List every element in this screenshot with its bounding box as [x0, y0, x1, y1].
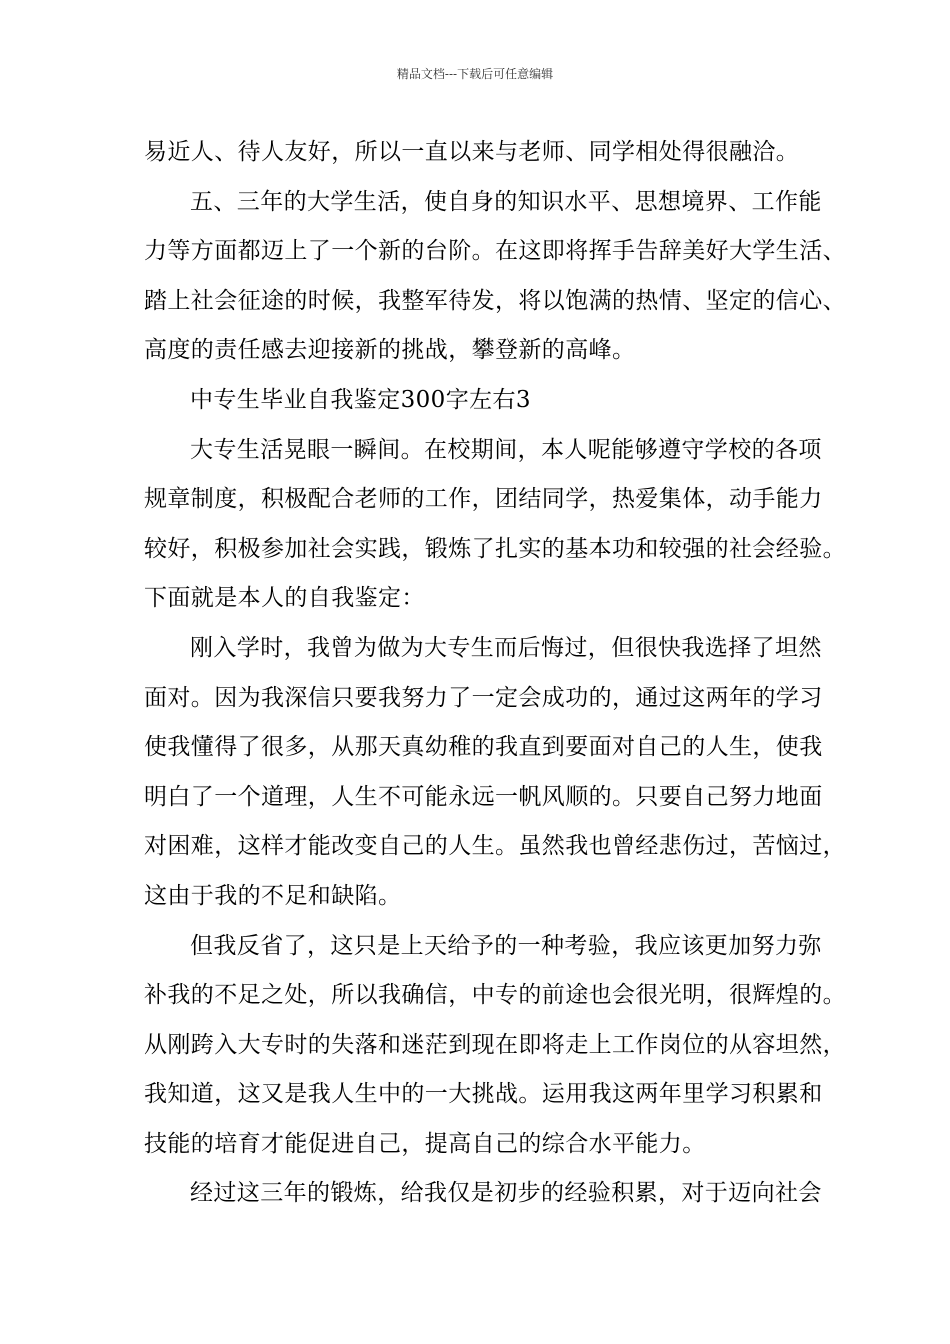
text-line: 使我懂得了很多，从那天真幼稚的我直到要面对自己的人生，使我	[144, 734, 823, 761]
section-heading: 中专生毕业自我鉴定300字左右3	[190, 386, 531, 413]
text-line: 对困难，这样才能改变自己的人生。虽然我也曾经悲伤过，苦恼过，	[144, 833, 846, 860]
text-line: 刚入学时，我曾为做为大专生而后悔过，但很快我选择了坦然	[190, 634, 822, 661]
page-header: 精品文档---下载后可任意编辑	[396, 67, 554, 81]
text-line: 补我的不足之处，所以我确信，中专的前途也会很光明，很辉煌的。	[144, 982, 846, 1009]
text-line: 技能的培育才能促进自己，提高自己的综合水平能力。	[144, 1130, 706, 1157]
text-line: 力等方面都迈上了一个新的台阶。在这即将挥手告辞美好大学生活、	[144, 238, 846, 265]
text-line: 易近人、待人友好，所以一直以来与老师、同学相处得很融洽。	[144, 139, 800, 165]
text-line: 高度的责任感去迎接新的挑战，攀登新的高峰。	[144, 337, 636, 364]
text-line: 踏上社会征途的时候，我整军待发，将以饱满的热情、坚定的信心、	[144, 287, 846, 314]
text-line: 我知道，这又是我人生中的一大挑战。运用我这两年里学习积累和	[144, 1081, 823, 1108]
text-line: 这由于我的不足和缺陷。	[144, 882, 402, 909]
text-line: 较好，积极参加社会实践，锻炼了扎实的基本功和较强的社会经验。	[144, 535, 846, 562]
document-body	[144, 128, 846, 1219]
text-line: 经过这三年的锻炼，给我仅是初步的经验积累，对于迈向社会	[190, 1180, 822, 1207]
text-line: 下面就是本人的自我鉴定：	[144, 585, 425, 612]
text-line: 面对。因为我深信只要我努力了一定会成功的，通过这两年的学习	[144, 684, 823, 711]
text-line: 规章制度，积极配合老师的工作，团结同学，热爱集体，动手能力	[144, 486, 823, 513]
text-line: 从刚跨入大专时的失落和迷茫到现在即将走上工作岗位的从容坦然，	[144, 1031, 846, 1058]
text-line: 但我反省了，这只是上天给予的一种考验，我应该更加努力弥	[190, 932, 822, 959]
text-line: 明白了一个道理，人生不可能永远一帆风顺的。只要自己努力地面	[144, 783, 823, 810]
text-line: 五、三年的大学生活，使自身的知识水平、思想境界、工作能	[190, 188, 822, 215]
text-line: 大专生活晃眼一瞬间。在校期间，本人呢能够遵守学校的各项	[190, 436, 822, 463]
